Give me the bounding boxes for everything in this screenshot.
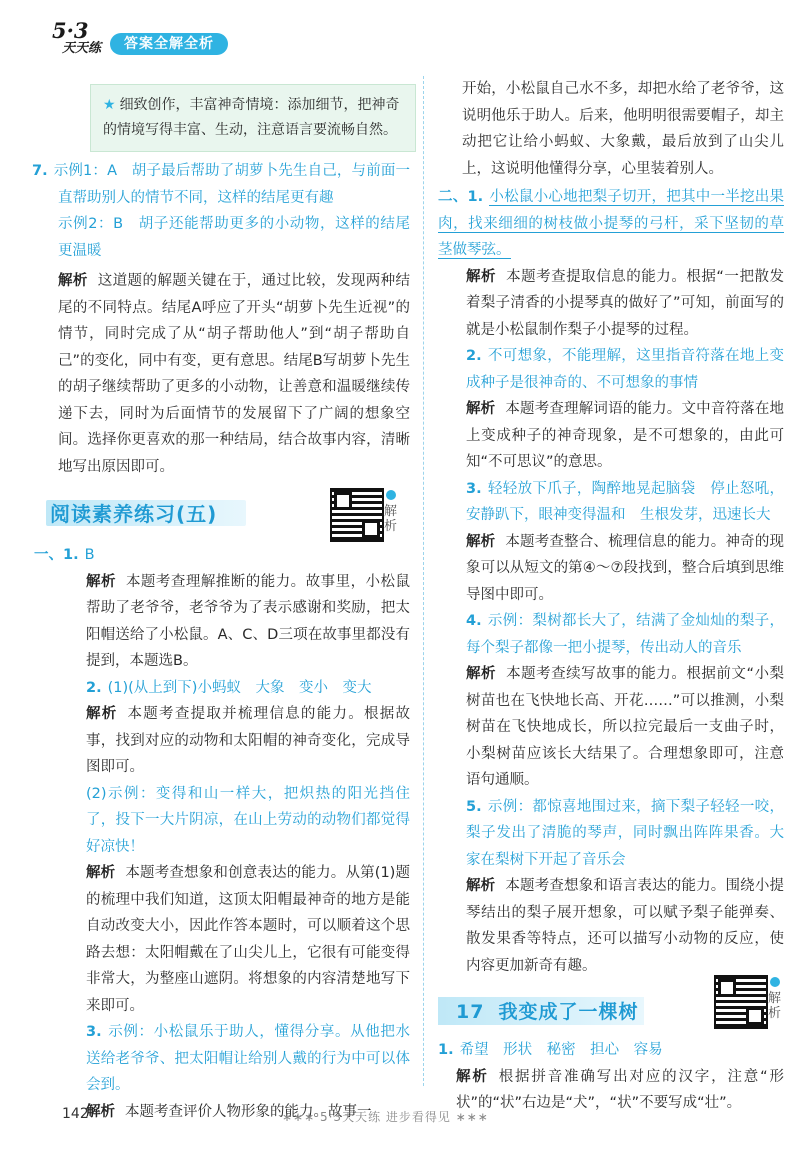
s2-q3-jiexi — [438, 529, 784, 609]
lesson-name: 我变成了一棵树 — [498, 1001, 639, 1023]
play-icon — [386, 490, 396, 500]
part-two-label: 二、 — [438, 189, 468, 205]
s1-q2-jiexi2-text: 本题考查想象和创意表达的能力。从第(1)题的梳理中我们知道，这顶太阳帽最神奇的地方是能自动改变大小，因此作答本题时，可以顺着这个思路去想：太阳帽戴在了山尖儿上，它很有可能变得非常大，为整座山遮阴。将想象的内容清楚地写下来即可。 — [86, 865, 411, 1014]
jiexi-label: 解析 — [466, 533, 496, 550]
footer-slogan: ∗∗∗ 5·3天天练 进步看得见 ∗∗∗ — [282, 1110, 489, 1124]
s2-q2-jiexi-text: 本题考查理解词语的能力。文中音符落在地上变成种子的神奇现象，是不可想象的，由此可知“不可思议”的意思。 — [466, 401, 785, 470]
lesson-title-text — [456, 997, 638, 1024]
s1-q2-answer-2: (2)示例：变得和山一样大，把炽热的阳光挡住了，投下一大片阴凉，在山上劳动的动物们都觉得好凉快！ — [86, 785, 410, 855]
part-one-label: 一、 — [34, 547, 63, 563]
jiexi-label: 解析 — [456, 1068, 489, 1085]
s2-q1-jiexi — [438, 264, 784, 344]
s2-q1-ans-text: 小松鼠小心地把梨子切开，把其中一半挖出果肉，找来细细的树枝做小提琴的弓杆，采下坚韧的草茎做琴弦。 — [438, 189, 785, 258]
q7-jiexi — [58, 268, 410, 480]
s2-q4-answer — [438, 608, 784, 661]
lesson-title — [438, 993, 784, 1027]
l1-answer — [438, 1037, 784, 1064]
s1-q2-jiexi-1 — [58, 701, 410, 781]
s1-q2-jiexi1-text: 本题考查提取并梳理信息的能力。根据故事，找到对应的动物和太阳帽的神奇变化，完成导图即可。 — [86, 706, 411, 775]
q7-answer-1 — [32, 158, 410, 211]
s2-q3-answer — [438, 476, 784, 529]
s2-q5-jiexi — [438, 873, 784, 979]
s2-q3-jiexi-text: 本题考查整合、梳理信息的能力。神奇的现象可以从短文的第④～⑦段找到，整合后填到思维导图中即可。 — [466, 533, 785, 603]
section-title — [46, 494, 410, 532]
column-divider — [423, 76, 424, 1086]
s2-q3-number: 3. — [466, 480, 482, 497]
star-icon: ★ — [103, 97, 116, 113]
page-number: 142 — [62, 1106, 89, 1122]
jiexi-label: 解析 — [86, 865, 116, 881]
s1-q1-jiexi — [58, 569, 410, 675]
jiexi-label: 解析 — [466, 878, 496, 894]
s2-q5-ans-text: 示例：都惊喜地围过来，摘下梨子轻轻一咬，梨子发出了清脆的琴声，同时飘出阵阵果香。大家在梨树下开起了音乐会 — [466, 798, 784, 868]
s1-q1 — [34, 542, 410, 569]
s2-q2-answer — [438, 343, 784, 396]
q7-number: 7. — [32, 163, 48, 179]
s2-q3-ans-text: 轻轻放下爪子，陶醉地晃起脑袋 停止怒吼，安静趴下，眼神变得温和 生根发芽，迅速长大 — [466, 480, 784, 523]
jiexi-label: 解析 — [86, 573, 116, 590]
right-column — [438, 76, 784, 1117]
s2-q4-jiexi — [438, 661, 784, 794]
section-jiexi-side: 解析 — [384, 504, 398, 534]
s1-q2-jiexi-2 — [58, 860, 410, 1019]
s2-q5-number: 5. — [466, 798, 482, 815]
l1-ans-text: 希望 形状 秘密 担心 容易 — [459, 1042, 663, 1058]
s1-q3-number: 3. — [86, 1024, 102, 1040]
s2-q4-number: 4. — [466, 613, 482, 629]
s2-q5-answer — [438, 794, 784, 874]
s1-q3-answer — [58, 1019, 410, 1099]
s2-q2-ans-text: 不可想象，不能理解，这里指音符落在地上变成种子是很神奇的、不可想象的事情 — [466, 348, 784, 391]
brand-logo — [48, 18, 110, 58]
s2-q2-number: 2. — [466, 348, 482, 364]
logo-top: 5·3 — [52, 18, 89, 43]
s2-q5-jiexi-text: 本题考查想象和语言表达的能力。围绕小提琴结出的梨子展开想象，可以赋予梨子能弹奏、散发果香等特点，还可以描写小动物的反应，使内容更加新奇有趣。 — [466, 878, 785, 974]
s2-q4-jiexi-text: 本题考查续写故事的能力。根据前文“小梨树苗也在飞快地长高、开花……”可以推测，小梨树苗在飞快地成长，所以拉完最后一支曲子时，小梨树苗应该长大结果了。合理想象即可，注意语句通顺。 — [466, 666, 785, 788]
continued-text: 开始，小松鼠自己水不多，却把水给了老爷爷，这说明他乐于助人。后来，他明明很需要帽子，却主动把它让给小蚂蚁、大象戴，最后放到了山尖儿上，这说明他懂得分享，心里装着别人。 — [462, 81, 784, 177]
jiexi-label: 解析 — [466, 401, 496, 417]
q7-answer-2: 示例2：B 胡子还能帮助更多的小动物，这样的结尾更温暖 — [58, 216, 410, 259]
s1-q2-number: 2. — [86, 679, 102, 696]
jiexi-label: 解析 — [86, 706, 118, 722]
s1-q1-jiexi-text: 本题考查理解推断的能力。故事里，小松鼠帮助了老爷爷，老爷爷为了表示感谢和奖励，把太阳帽送给了小松鼠。A、C、D三项在故事里都没有提到，本题选B。 — [86, 573, 411, 669]
jiexi-label: 解析 — [58, 273, 88, 289]
l1-number: 1. — [438, 1042, 454, 1058]
play-icon — [770, 977, 780, 987]
s1-q1-number: 1. — [63, 547, 79, 563]
s2-q4-ans-text: 示例：梨树都长大了，结满了金灿灿的梨子，每个梨子都像一把小提琴，传出动人的音乐 — [466, 613, 784, 656]
l1-jiexi — [438, 1064, 784, 1117]
tip-box — [90, 84, 416, 152]
left-column — [32, 84, 411, 1125]
q7-jiexi-text: 这道题的解题关键在于，通过比较，发现两种结尾的不同特点。结尾A呼应了开头“胡萝卜先生近视”的情节，同时完成了从“胡子帮助他人”到“胡子帮助自己”的变化，同中有变，更有意思。结尾B写胡萝卜先生的胡子继续帮助了更多的小动物，让善意和温暖继续传递下去，同时为后面情节的发展留下了广阔的想象空间。选择你更喜欢的那一种结局，结合故事内容，清晰地写出原因即可。 — [58, 273, 411, 475]
header-tag: 答案全解全析 — [110, 33, 228, 55]
lesson-number: 17 — [456, 1001, 485, 1023]
jiexi-label: 解析 — [466, 666, 497, 682]
q7-ans1-text: 示例1：A 胡子最后帮助了胡萝卜先生自己，与前面一直帮助别人的情节不同，这样的结尾更有趣 — [53, 163, 410, 206]
s1-q2-ans-text: (1)(从上到下)小蚂蚁 大象 变小 变大 — [107, 679, 372, 696]
qr-code-icon[interactable] — [714, 975, 768, 1029]
qr-code-icon[interactable] — [330, 488, 384, 542]
jiexi-label: 解析 — [466, 268, 497, 285]
l1-jiexi-text: 根据拼音准确写出对应的汉字，注意“形状”的“状”右边是“犬”，“状”不要写成“壮”。 — [456, 1068, 784, 1111]
s1-q1-answer: B — [84, 547, 95, 563]
logo-bottom: 天天练 — [62, 41, 102, 56]
s2-q1-number: 1. — [467, 189, 484, 205]
s1-q2-answer-1 — [58, 675, 410, 702]
s2-q1-answer — [438, 184, 784, 264]
s1-q3-jiexi-text: 本题考查评价人物形象的能力。故事一 — [125, 1103, 372, 1120]
s1-q3-ans-text: 示例：小松鼠乐于助人，懂得分享。从他把水送给老爷爷、把太阳帽让给别人戴的行为中可以体会到。 — [86, 1024, 410, 1093]
section-title-text: 阅读素养练习(五) — [50, 502, 218, 526]
tip-text: 细致创作，丰富神奇情境：添加细节，把神奇的情境写得丰富、生动，注意语言要流畅自然。 — [103, 97, 400, 138]
s2-q1-jiexi-text: 本题考查提取信息的能力。根据“一把散发着梨子清香的小提琴真的做好了”可知，前面写的就是小松鼠制作梨子小提琴的过程。 — [466, 268, 785, 338]
s2-q2-jiexi — [438, 396, 784, 476]
jiexi-label: 解析 — [86, 1103, 115, 1120]
lesson-jiexi-side: 解析 — [768, 991, 782, 1021]
